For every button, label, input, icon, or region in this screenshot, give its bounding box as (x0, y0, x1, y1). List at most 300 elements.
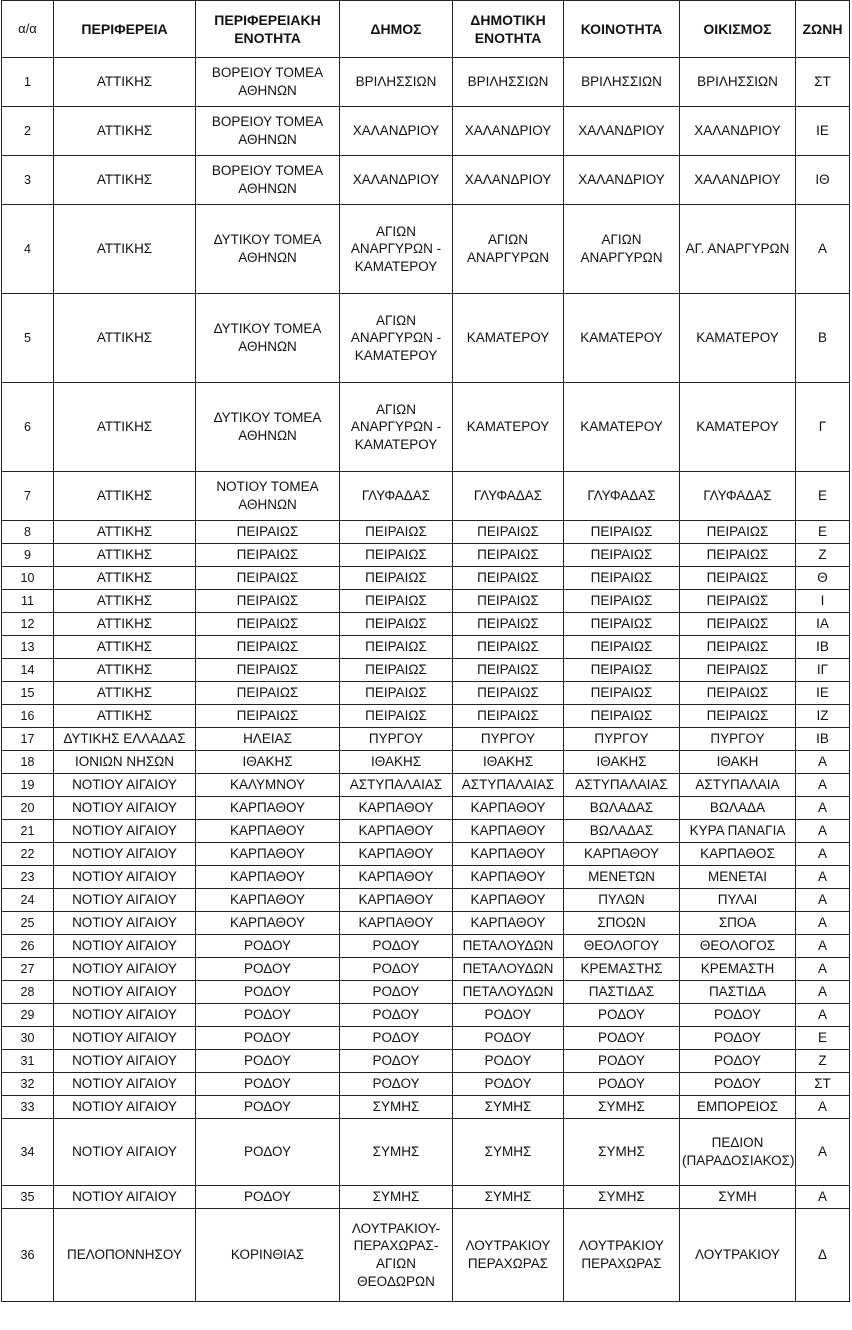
header-oikismos: ΟΙΚΙΣΜΟΣ (680, 1, 796, 58)
dimotiki-enotita-cell: ΣΥΜΗΣ (453, 1186, 564, 1209)
zoni-cell: Α (796, 912, 850, 935)
periferia-cell: ΝΟΤΙΟΥ ΑΙΓΑΙΟΥ (54, 797, 196, 820)
row-number: 17 (2, 728, 54, 751)
zoni-cell: Ε (796, 1027, 850, 1050)
koinotita-cell: ΓΛΥΦΑΔΑΣ (564, 472, 680, 521)
row-number: 16 (2, 705, 54, 728)
row-number: 6 (2, 383, 54, 472)
dimos-cell: ΧΑΛΑΝΔΡΙΟΥ (340, 156, 453, 205)
oikismos-cell: ΠΕΙΡΑΙΩΣ (680, 682, 796, 705)
periferiaki-enotita-cell: ΔΥΤΙΚΟΥ ΤΟΜΕΑ ΑΘΗΝΩΝ (196, 294, 340, 383)
dimotiki-enotita-cell: ΚΑΡΠΑΘΟΥ (453, 820, 564, 843)
dimotiki-enotita-cell: ΠΕΙΡΑΙΩΣ (453, 682, 564, 705)
zones-table (1, 0, 850, 1302)
table-row (2, 1096, 850, 1119)
periferiaki-enotita-cell: ΚΑΡΠΑΘΟΥ (196, 820, 340, 843)
zoni-cell: ΣΤ (796, 1073, 850, 1096)
row-number: 4 (2, 205, 54, 294)
zoni-cell: ΙΕ (796, 682, 850, 705)
periferiaki-enotita-cell: ΠΕΙΡΑΙΩΣ (196, 521, 340, 544)
table-row (2, 958, 850, 981)
oikismos-cell: ΠΕΙΡΑΙΩΣ (680, 659, 796, 682)
row-number: 15 (2, 682, 54, 705)
periferia-cell: ΝΟΤΙΟΥ ΑΙΓΑΙΟΥ (54, 843, 196, 866)
dimotiki-enotita-cell: ΠΕΤΑΛΟΥΔΩΝ (453, 958, 564, 981)
zoni-cell: Α (796, 1186, 850, 1209)
dimotiki-enotita-cell: ΛΟΥΤΡΑΚΙΟΥ ΠΕΡΑΧΩΡΑΣ (453, 1209, 564, 1302)
periferiaki-enotita-cell: ΚΑΡΠΑΘΟΥ (196, 912, 340, 935)
periferia-cell: ΑΤΤΙΚΗΣ (54, 383, 196, 472)
table-row (2, 705, 850, 728)
dimos-cell: ΒΡΙΛΗΣΣΙΩΝ (340, 58, 453, 107)
row-number: 23 (2, 866, 54, 889)
table-row (2, 1186, 850, 1209)
dimotiki-enotita-cell: ΚΑΡΠΑΘΟΥ (453, 866, 564, 889)
table-row (2, 843, 850, 866)
table-row (2, 294, 850, 383)
periferia-cell: ΑΤΤΙΚΗΣ (54, 705, 196, 728)
koinotita-cell: ΡΟΔΟΥ (564, 1073, 680, 1096)
periferiaki-enotita-cell: ΔΥΤΙΚΟΥ ΤΟΜΕΑ ΑΘΗΝΩΝ (196, 383, 340, 472)
row-number: 31 (2, 1050, 54, 1073)
table-row (2, 866, 850, 889)
periferia-cell: ΝΟΤΙΟΥ ΑΙΓΑΙΟΥ (54, 1004, 196, 1027)
periferia-cell: ΝΟΤΙΟΥ ΑΙΓΑΙΟΥ (54, 1073, 196, 1096)
dimos-cell: ΠΕΙΡΑΙΩΣ (340, 521, 453, 544)
periferia-cell: ΑΤΤΙΚΗΣ (54, 613, 196, 636)
dimos-cell: ΣΥΜΗΣ (340, 1119, 453, 1186)
table-row (2, 912, 850, 935)
oikismos-cell: ΙΘΑΚΗ (680, 751, 796, 774)
row-number: 30 (2, 1027, 54, 1050)
row-number: 27 (2, 958, 54, 981)
zoni-cell: Ι (796, 590, 850, 613)
dimotiki-enotita-cell: ΚΑΜΑΤΕΡΟΥ (453, 383, 564, 472)
zoni-cell: Ζ (796, 1050, 850, 1073)
periferiaki-enotita-cell: ΙΘΑΚΗΣ (196, 751, 340, 774)
periferia-cell: ΑΤΤΙΚΗΣ (54, 590, 196, 613)
periferiaki-enotita-cell: ΚΑΡΠΑΘΟΥ (196, 797, 340, 820)
periferiaki-enotita-cell: ΒΟΡΕΙΟΥ ΤΟΜΕΑ ΑΘΗΝΩΝ (196, 58, 340, 107)
periferia-cell: ΑΤΤΙΚΗΣ (54, 472, 196, 521)
table-header-row (2, 1, 850, 58)
koinotita-cell: ΡΟΔΟΥ (564, 1004, 680, 1027)
periferia-cell: ΝΟΤΙΟΥ ΑΙΓΑΙΟΥ (54, 935, 196, 958)
dimos-cell: ΡΟΔΟΥ (340, 935, 453, 958)
oikismos-cell: ΚΑΡΠΑΘΟΣ (680, 843, 796, 866)
dimos-cell: ΡΟΔΟΥ (340, 1050, 453, 1073)
row-number: 1 (2, 58, 54, 107)
dimos-cell: ΠΕΙΡΑΙΩΣ (340, 705, 453, 728)
zoni-cell: Θ (796, 567, 850, 590)
zoni-cell: Α (796, 751, 850, 774)
periferia-cell: ΑΤΤΙΚΗΣ (54, 156, 196, 205)
row-number: 12 (2, 613, 54, 636)
row-number: 5 (2, 294, 54, 383)
table-row (2, 774, 850, 797)
table-row (2, 1050, 850, 1073)
dimos-cell: ΚΑΡΠΑΘΟΥ (340, 889, 453, 912)
table-row (2, 935, 850, 958)
oikismos-cell: ΘΕΟΛΟΓΟΣ (680, 935, 796, 958)
table-row (2, 1073, 850, 1096)
dimos-cell: ΡΟΔΟΥ (340, 1073, 453, 1096)
row-number: 24 (2, 889, 54, 912)
periferiaki-enotita-cell: ΡΟΔΟΥ (196, 1096, 340, 1119)
zoni-cell: Α (796, 981, 850, 1004)
oikismos-cell: ΡΟΔΟΥ (680, 1050, 796, 1073)
oikismos-cell: ΠΕΙΡΑΙΩΣ (680, 705, 796, 728)
periferia-cell: ΙΟΝΙΩΝ ΝΗΣΩΝ (54, 751, 196, 774)
row-number: 36 (2, 1209, 54, 1302)
zoni-cell: Α (796, 1004, 850, 1027)
koinotita-cell: ΠΕΙΡΑΙΩΣ (564, 544, 680, 567)
koinotita-cell: ΒΩΛΑΔΑΣ (564, 820, 680, 843)
koinotita-cell: ΠΕΙΡΑΙΩΣ (564, 567, 680, 590)
oikismos-cell: ΓΛΥΦΑΔΑΣ (680, 472, 796, 521)
periferiaki-enotita-cell: ΡΟΔΟΥ (196, 935, 340, 958)
dimos-cell: ΑΓΙΩΝ ΑΝΑΡΓΥΡΩΝ - ΚΑΜΑΤΕΡΟΥ (340, 205, 453, 294)
zoni-cell: ΙΕ (796, 107, 850, 156)
periferia-cell: ΔΥΤΙΚΗΣ ΕΛΛΑΔΑΣ (54, 728, 196, 751)
table-row (2, 682, 850, 705)
row-number: 7 (2, 472, 54, 521)
dimos-cell: ΑΣΤΥΠΑΛΑΙΑΣ (340, 774, 453, 797)
koinotita-cell: ΑΓΙΩΝ ΑΝΑΡΓΥΡΩΝ (564, 205, 680, 294)
periferia-cell: ΝΟΤΙΟΥ ΑΙΓΑΙΟΥ (54, 912, 196, 935)
oikismos-cell: ΡΟΔΟΥ (680, 1027, 796, 1050)
dimos-cell: ΠΕΙΡΑΙΩΣ (340, 567, 453, 590)
dimos-cell: ΣΥΜΗΣ (340, 1186, 453, 1209)
row-number: 2 (2, 107, 54, 156)
dimotiki-enotita-cell: ΚΑΡΠΑΘΟΥ (453, 797, 564, 820)
table-row (2, 567, 850, 590)
periferiaki-enotita-cell: ΡΟΔΟΥ (196, 1004, 340, 1027)
zoni-cell: ΙΒ (796, 728, 850, 751)
dimos-cell: ΣΥΜΗΣ (340, 1096, 453, 1119)
koinotita-cell: ΠΑΣΤΙΔΑΣ (564, 981, 680, 1004)
periferia-cell: ΑΤΤΙΚΗΣ (54, 682, 196, 705)
koinotita-cell: ΚΡΕΜΑΣΤΗΣ (564, 958, 680, 981)
oikismos-cell: ΒΩΛΑΔΑ (680, 797, 796, 820)
dimos-cell: ΚΑΡΠΑΘΟΥ (340, 820, 453, 843)
zoni-cell: Δ (796, 1209, 850, 1302)
periferia-cell: ΑΤΤΙΚΗΣ (54, 205, 196, 294)
header-koinotita: ΚΟΙΝΟΤΗΤΑ (564, 1, 680, 58)
periferiaki-enotita-cell: ΡΟΔΟΥ (196, 1027, 340, 1050)
header-periferia: ΠΕΡΙΦΕΡΕΙΑ (54, 1, 196, 58)
table-row (2, 472, 850, 521)
oikismos-cell: ΡΟΔΟΥ (680, 1073, 796, 1096)
dimotiki-enotita-cell: ΓΛΥΦΑΔΑΣ (453, 472, 564, 521)
periferiaki-enotita-cell: ΚΑΛΥΜΝΟΥ (196, 774, 340, 797)
periferia-cell: ΝΟΤΙΟΥ ΑΙΓΑΙΟΥ (54, 1186, 196, 1209)
header-dimos: ΔΗΜΟΣ (340, 1, 453, 58)
dimos-cell: ΠΕΙΡΑΙΩΣ (340, 544, 453, 567)
row-number: 26 (2, 935, 54, 958)
row-number: 3 (2, 156, 54, 205)
koinotita-cell: ΠΕΙΡΑΙΩΣ (564, 682, 680, 705)
periferia-cell: ΝΟΤΙΟΥ ΑΙΓΑΙΟΥ (54, 1119, 196, 1186)
zoni-cell: Α (796, 797, 850, 820)
zoni-cell: ΙΒ (796, 636, 850, 659)
zoni-cell: ΙΖ (796, 705, 850, 728)
row-number: 19 (2, 774, 54, 797)
row-number: 28 (2, 981, 54, 1004)
dimos-cell: ΠΥΡΓΟΥ (340, 728, 453, 751)
table-row (2, 889, 850, 912)
row-number: 35 (2, 1186, 54, 1209)
oikismos-cell: ΠΕΙΡΑΙΩΣ (680, 590, 796, 613)
dimotiki-enotita-cell: ΠΕΙΡΑΙΩΣ (453, 521, 564, 544)
oikismos-cell: ΑΣΤΥΠΑΛΑΙΑ (680, 774, 796, 797)
dimotiki-enotita-cell: ΧΑΛΑΝΔΡΙΟΥ (453, 107, 564, 156)
oikismos-cell: ΑΓ. ΑΝΑΡΓΥΡΩΝ (680, 205, 796, 294)
dimos-cell: ΚΑΡΠΑΘΟΥ (340, 797, 453, 820)
table-row (2, 107, 850, 156)
row-number: 14 (2, 659, 54, 682)
oikismos-cell: ΧΑΛΑΝΔΡΙΟΥ (680, 156, 796, 205)
table-row (2, 156, 850, 205)
row-number: 34 (2, 1119, 54, 1186)
oikismos-cell: ΠΕΙΡΑΙΩΣ (680, 613, 796, 636)
periferiaki-enotita-cell: ΠΕΙΡΑΙΩΣ (196, 613, 340, 636)
periferia-cell: ΝΟΤΙΟΥ ΑΙΓΑΙΟΥ (54, 1027, 196, 1050)
koinotita-cell: ΒΩΛΑΔΑΣ (564, 797, 680, 820)
periferia-cell: ΝΟΤΙΟΥ ΑΙΓΑΙΟΥ (54, 1096, 196, 1119)
zoni-cell: Ε (796, 521, 850, 544)
koinotita-cell: ΠΕΙΡΑΙΩΣ (564, 590, 680, 613)
oikismos-cell: ΕΜΠΟΡΕΙΟΣ (680, 1096, 796, 1119)
dimotiki-enotita-cell: ΠΕΙΡΑΙΩΣ (453, 613, 564, 636)
header-zoni: ΖΩΝΗ (796, 1, 850, 58)
koinotita-cell: ΠΕΙΡΑΙΩΣ (564, 659, 680, 682)
zoni-cell: Α (796, 205, 850, 294)
row-number: 20 (2, 797, 54, 820)
table-row (2, 751, 850, 774)
row-number: 21 (2, 820, 54, 843)
zoni-cell: ΙΑ (796, 613, 850, 636)
row-number: 10 (2, 567, 54, 590)
oikismos-cell: ΠΥΡΓΟΥ (680, 728, 796, 751)
oikismos-cell: ΠΑΣΤΙΔΑ (680, 981, 796, 1004)
dimotiki-enotita-cell: ΡΟΔΟΥ (453, 1073, 564, 1096)
row-number: 9 (2, 544, 54, 567)
periferiaki-enotita-cell: ΡΟΔΟΥ (196, 981, 340, 1004)
header-dimotiki-enotita: ΔΗΜΟΤΙΚΗ ΕΝΟΤΗΤΑ (453, 1, 564, 58)
koinotita-cell: ΛΟΥΤΡΑΚΙΟΥ ΠΕΡΑΧΩΡΑΣ (564, 1209, 680, 1302)
dimos-cell: ΧΑΛΑΝΔΡΙΟΥ (340, 107, 453, 156)
koinotita-cell: ΠΥΡΓΟΥ (564, 728, 680, 751)
dimotiki-enotita-cell: ΚΑΡΠΑΘΟΥ (453, 889, 564, 912)
koinotita-cell: ΚΑΡΠΑΘΟΥ (564, 843, 680, 866)
periferiaki-enotita-cell: ΚΑΡΠΑΘΟΥ (196, 889, 340, 912)
table-row (2, 636, 850, 659)
dimotiki-enotita-cell: ΧΑΛΑΝΔΡΙΟΥ (453, 156, 564, 205)
koinotita-cell: ΒΡΙΛΗΣΣΙΩΝ (564, 58, 680, 107)
dimotiki-enotita-cell: ΑΓΙΩΝ ΑΝΑΡΓΥΡΩΝ (453, 205, 564, 294)
table-row (2, 820, 850, 843)
koinotita-cell: ΚΑΜΑΤΕΡΟΥ (564, 383, 680, 472)
dimotiki-enotita-cell: ΚΑΡΠΑΘΟΥ (453, 912, 564, 935)
periferia-cell: ΑΤΤΙΚΗΣ (54, 294, 196, 383)
zoni-cell: Α (796, 1119, 850, 1186)
koinotita-cell: ΠΕΙΡΑΙΩΣ (564, 636, 680, 659)
dimotiki-enotita-cell: ΠΕΙΡΑΙΩΣ (453, 544, 564, 567)
dimotiki-enotita-cell: ΙΘΑΚΗΣ (453, 751, 564, 774)
periferia-cell: ΝΟΤΙΟΥ ΑΙΓΑΙΟΥ (54, 958, 196, 981)
periferia-cell: ΝΟΤΙΟΥ ΑΙΓΑΙΟΥ (54, 1050, 196, 1073)
koinotita-cell: ΠΕΙΡΑΙΩΣ (564, 613, 680, 636)
table-row (2, 981, 850, 1004)
oikismos-cell: ΠΕΙΡΑΙΩΣ (680, 521, 796, 544)
dimos-cell: ΡΟΔΟΥ (340, 981, 453, 1004)
periferia-cell: ΝΟΤΙΟΥ ΑΙΓΑΙΟΥ (54, 981, 196, 1004)
koinotita-cell: ΠΕΙΡΑΙΩΣ (564, 705, 680, 728)
dimotiki-enotita-cell: ΒΡΙΛΗΣΣΙΩΝ (453, 58, 564, 107)
periferia-cell: ΑΤΤΙΚΗΣ (54, 544, 196, 567)
koinotita-cell: ΣΠΟΩΝ (564, 912, 680, 935)
koinotita-cell: ΧΑΛΑΝΔΡΙΟΥ (564, 156, 680, 205)
oikismos-cell: ΜΕΝΕΤΑΙ (680, 866, 796, 889)
dimotiki-enotita-cell: ΠΕΙΡΑΙΩΣ (453, 659, 564, 682)
oikismos-cell: ΛΟΥΤΡΑΚΙΟΥ (680, 1209, 796, 1302)
periferia-cell: ΠΕΛΟΠΟΝΝΗΣΟΥ (54, 1209, 196, 1302)
dimotiki-enotita-cell: ΚΑΡΠΑΘΟΥ (453, 843, 564, 866)
dimotiki-enotita-cell: ΡΟΔΟΥ (453, 1050, 564, 1073)
zoni-cell: ΙΓ (796, 659, 850, 682)
periferia-cell: ΑΤΤΙΚΗΣ (54, 58, 196, 107)
zoni-cell: Α (796, 774, 850, 797)
table-row (2, 1209, 850, 1302)
zoni-cell: Γ (796, 383, 850, 472)
periferiaki-enotita-cell: ΚΑΡΠΑΘΟΥ (196, 843, 340, 866)
row-number: 33 (2, 1096, 54, 1119)
periferiaki-enotita-cell: ΠΕΙΡΑΙΩΣ (196, 590, 340, 613)
oikismos-cell: ΚΑΜΑΤΕΡΟΥ (680, 383, 796, 472)
table-row (2, 659, 850, 682)
row-number: 11 (2, 590, 54, 613)
dimotiki-enotita-cell: ΠΕΤΑΛΟΥΔΩΝ (453, 935, 564, 958)
periferiaki-enotita-cell: ΗΛΕΙΑΣ (196, 728, 340, 751)
periferia-cell: ΝΟΤΙΟΥ ΑΙΓΑΙΟΥ (54, 866, 196, 889)
dimos-cell: ΠΕΙΡΑΙΩΣ (340, 682, 453, 705)
dimos-cell: ΡΟΔΟΥ (340, 958, 453, 981)
oikismos-cell: ΠΕΙΡΑΙΩΣ (680, 567, 796, 590)
table-row (2, 383, 850, 472)
row-number: 32 (2, 1073, 54, 1096)
oikismos-cell: ΚΥΡΑ ΠΑΝΑΓΙΑ (680, 820, 796, 843)
dimotiki-enotita-cell: ΣΥΜΗΣ (453, 1119, 564, 1186)
periferia-cell: ΑΤΤΙΚΗΣ (54, 567, 196, 590)
periferiaki-enotita-cell: ΡΟΔΟΥ (196, 958, 340, 981)
koinotita-cell: ΡΟΔΟΥ (564, 1050, 680, 1073)
zoni-cell: Α (796, 1096, 850, 1119)
oikismos-cell: ΚΡΕΜΑΣΤΗ (680, 958, 796, 981)
koinotita-cell: ΑΣΤΥΠΑΛΑΙΑΣ (564, 774, 680, 797)
table-row (2, 797, 850, 820)
dimos-cell: ΠΕΙΡΑΙΩΣ (340, 636, 453, 659)
oikismos-cell: ΠΕΙΡΑΙΩΣ (680, 636, 796, 659)
dimos-cell: ΑΓΙΩΝ ΑΝΑΡΓΥΡΩΝ - ΚΑΜΑΤΕΡΟΥ (340, 294, 453, 383)
row-number: 22 (2, 843, 54, 866)
dimos-cell: ΓΛΥΦΑΔΑΣ (340, 472, 453, 521)
oikismos-cell: ΚΑΜΑΤΕΡΟΥ (680, 294, 796, 383)
oikismos-cell: ΠΕΔΙΟΝ (ΠΑΡΑΔΟΣΙΑΚΟΣ) (680, 1119, 796, 1186)
zoni-cell: Α (796, 866, 850, 889)
zoni-cell: ΙΘ (796, 156, 850, 205)
dimos-cell: ΛΟΥΤΡΑΚΙΟΥ-ΠΕΡΑΧΩΡΑΣ-ΑΓΙΩΝ ΘΕΟΔΩΡΩΝ (340, 1209, 453, 1302)
dimotiki-enotita-cell: ΠΕΤΑΛΟΥΔΩΝ (453, 981, 564, 1004)
periferiaki-enotita-cell: ΚΑΡΠΑΘΟΥ (196, 866, 340, 889)
dimos-cell: ΚΑΡΠΑΘΟΥ (340, 843, 453, 866)
zoni-cell: Ζ (796, 544, 850, 567)
koinotita-cell: ΣΥΜΗΣ (564, 1096, 680, 1119)
dimotiki-enotita-cell: ΠΕΙΡΑΙΩΣ (453, 590, 564, 613)
koinotita-cell: ΡΟΔΟΥ (564, 1027, 680, 1050)
koinotita-cell: ΣΥΜΗΣ (564, 1119, 680, 1186)
row-number: 8 (2, 521, 54, 544)
koinotita-cell: ΚΑΜΑΤΕΡΟΥ (564, 294, 680, 383)
table-row (2, 1004, 850, 1027)
periferiaki-enotita-cell: ΝΟΤΙΟΥ ΤΟΜΕΑ ΑΘΗΝΩΝ (196, 472, 340, 521)
periferia-cell: ΝΟΤΙΟΥ ΑΙΓΑΙΟΥ (54, 820, 196, 843)
koinotita-cell: ΙΘΑΚΗΣ (564, 751, 680, 774)
periferia-cell: ΝΟΤΙΟΥ ΑΙΓΑΙΟΥ (54, 889, 196, 912)
dimos-cell: ΠΕΙΡΑΙΩΣ (340, 590, 453, 613)
periferiaki-enotita-cell: ΠΕΙΡΑΙΩΣ (196, 567, 340, 590)
table-row (2, 544, 850, 567)
periferiaki-enotita-cell: ΠΕΙΡΑΙΩΣ (196, 636, 340, 659)
periferiaki-enotita-cell: ΡΟΔΟΥ (196, 1119, 340, 1186)
table-row (2, 1119, 850, 1186)
row-number: 13 (2, 636, 54, 659)
zoni-cell: Α (796, 843, 850, 866)
koinotita-cell: ΠΥΛΩΝ (564, 889, 680, 912)
dimotiki-enotita-cell: ΚΑΜΑΤΕΡΟΥ (453, 294, 564, 383)
periferiaki-enotita-cell: ΔΥΤΙΚΟΥ ΤΟΜΕΑ ΑΘΗΝΩΝ (196, 205, 340, 294)
periferia-cell: ΝΟΤΙΟΥ ΑΙΓΑΙΟΥ (54, 774, 196, 797)
periferiaki-enotita-cell: ΠΕΙΡΑΙΩΣ (196, 544, 340, 567)
dimotiki-enotita-cell: ΡΟΔΟΥ (453, 1004, 564, 1027)
oikismos-cell: ΣΥΜΗ (680, 1186, 796, 1209)
table-row (2, 58, 850, 107)
header-aa: α/α (2, 1, 54, 58)
table-body (2, 58, 850, 1302)
zoni-cell: ΣΤ (796, 58, 850, 107)
periferiaki-enotita-cell: ΠΕΙΡΑΙΩΣ (196, 705, 340, 728)
zoni-cell: Α (796, 935, 850, 958)
dimos-cell: ΠΕΙΡΑΙΩΣ (340, 613, 453, 636)
periferia-cell: ΑΤΤΙΚΗΣ (54, 636, 196, 659)
koinotita-cell: ΣΥΜΗΣ (564, 1186, 680, 1209)
oikismos-cell: ΧΑΛΑΝΔΡΙΟΥ (680, 107, 796, 156)
table-row (2, 613, 850, 636)
row-number: 25 (2, 912, 54, 935)
dimos-cell: ΡΟΔΟΥ (340, 1004, 453, 1027)
dimotiki-enotita-cell: ΠΕΙΡΑΙΩΣ (453, 705, 564, 728)
periferiaki-enotita-cell: ΠΕΙΡΑΙΩΣ (196, 659, 340, 682)
koinotita-cell: ΧΑΛΑΝΔΡΙΟΥ (564, 107, 680, 156)
dimotiki-enotita-cell: ΣΥΜΗΣ (453, 1096, 564, 1119)
dimos-cell: ΑΓΙΩΝ ΑΝΑΡΓΥΡΩΝ - ΚΑΜΑΤΕΡΟΥ (340, 383, 453, 472)
dimos-cell: ΙΘΑΚΗΣ (340, 751, 453, 774)
zoni-cell: Ε (796, 472, 850, 521)
dimotiki-enotita-cell: ΠΕΙΡΑΙΩΣ (453, 567, 564, 590)
periferia-cell: ΑΤΤΙΚΗΣ (54, 659, 196, 682)
dimos-cell: ΚΑΡΠΑΘΟΥ (340, 912, 453, 935)
oikismos-cell: ΡΟΔΟΥ (680, 1004, 796, 1027)
